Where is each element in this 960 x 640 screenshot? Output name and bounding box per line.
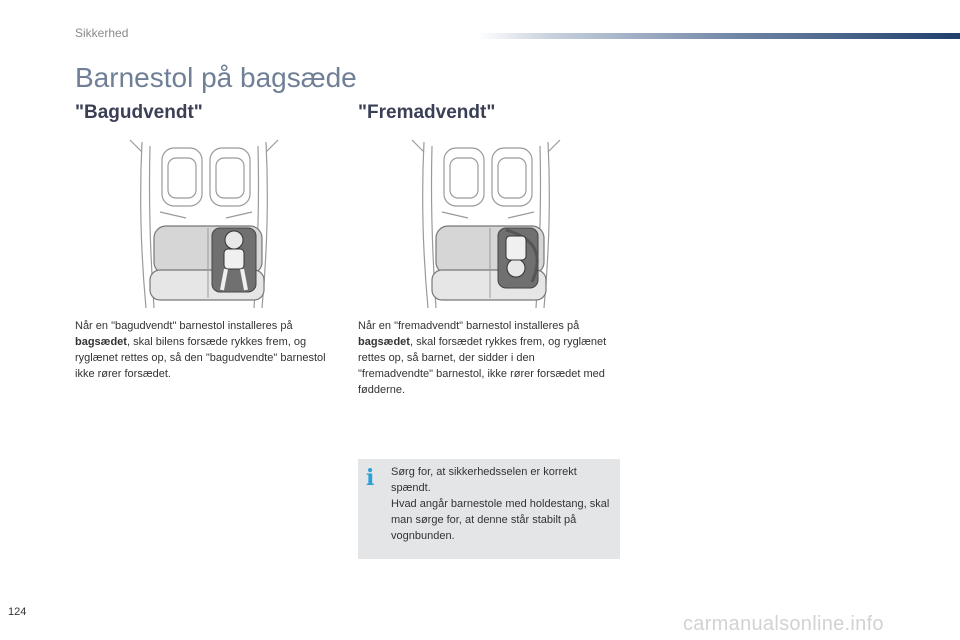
info-text: Sørg for, at sikkerhedsselen er korrekt spændt. Hvad angår barnestole med holdestang, skal man sørge for, at denne står stabilt på vognbunden. xyxy=(391,466,610,542)
section-label: Sikkerhed xyxy=(75,26,129,40)
header-gradient-bar xyxy=(478,33,960,39)
watermark: carmanualsonline.info xyxy=(683,613,884,635)
forward-facing-paragraph: Når en "fremadvendt" barnestol installeres på bagsædet, skal forsædet rykkes frem, og ryglænet rettes op, så barnet, der sidder i den "fremadvendte" barnestol, ikke rører forsædet med fødderne. xyxy=(358,320,607,396)
rear-facing-paragraph: Når en "bagudvendt" barnestol installeres på bagsædet, skal bilens forsæde rykkes frem, og ryglænet rettes op, så den "bagudvendte" barnestol ikke rører forsædet. xyxy=(75,320,326,380)
heading-rear-facing: "Bagudvendt" xyxy=(75,102,203,123)
heading-forward-facing: "Fremadvendt" xyxy=(358,102,496,123)
info-icon: i xyxy=(366,465,375,491)
info-box xyxy=(358,459,620,559)
forward-facing-seat-illustration xyxy=(410,132,562,310)
page-number: 124 xyxy=(8,606,27,618)
page-title: Barnestol på bagsæde xyxy=(75,62,357,93)
rear-facing-seat-illustration xyxy=(128,132,280,310)
